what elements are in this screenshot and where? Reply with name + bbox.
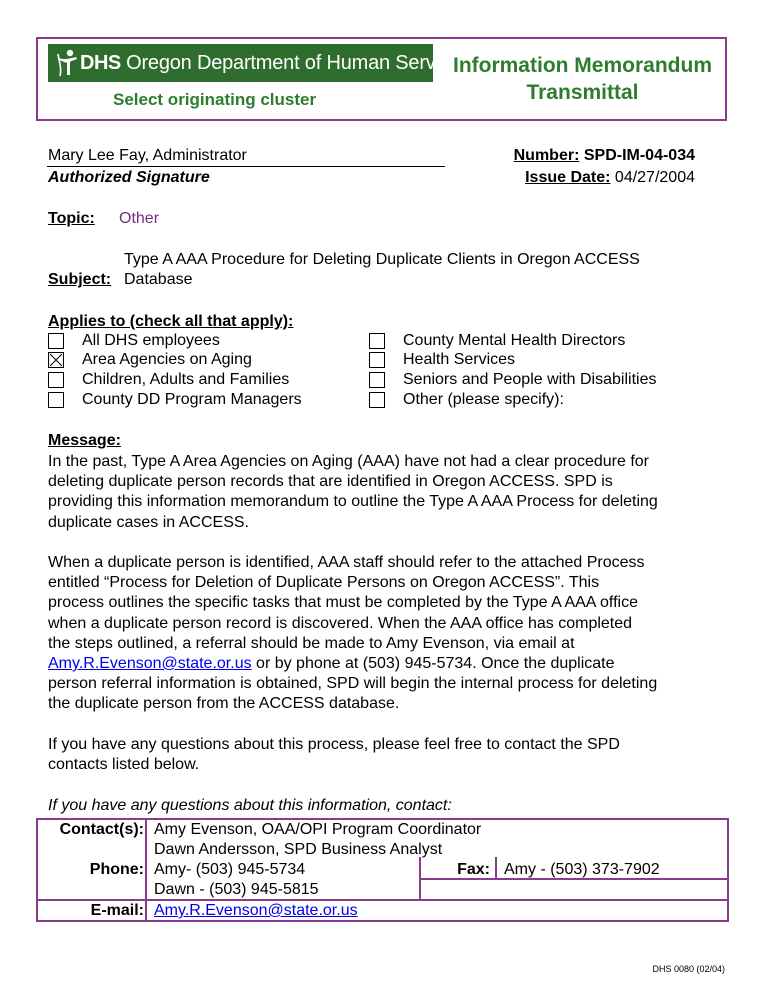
email-label: E-mail: <box>90 902 144 919</box>
contact-2[interactable]: Dawn Andersson, SPD Business Analyst <box>154 841 443 858</box>
fax-divider-right <box>495 857 497 879</box>
subject-line1[interactable]: Type A AAA Procedure for Deleting Duplicate Clients in Oregon ACCESS <box>124 251 640 268</box>
number-label: Number: <box>513 147 580 164</box>
logo-text <box>80 52 470 75</box>
text-line: process outlines the specific tasks that must be completed by the Type A AAA office <box>48 594 638 612</box>
phone-2[interactable]: Dawn - (503) 945-5815 <box>154 881 319 898</box>
checkbox-label: County DD Program Managers <box>82 391 302 408</box>
checkbox-label: Area Agencies on Aging <box>82 351 252 368</box>
topic-label: Topic: <box>48 210 95 227</box>
applies-county-dd[interactable] <box>48 390 302 410</box>
checkbox-label: Health Services <box>403 351 516 368</box>
checkbox-checked[interactable] <box>48 352 64 368</box>
title-line1: Information Memorandum <box>452 54 712 77</box>
applies-seniors[interactable] <box>369 370 656 390</box>
checkbox-label: Other (please specify): <box>403 391 564 408</box>
applies-other[interactable] <box>369 390 564 410</box>
checkbox[interactable] <box>48 392 64 408</box>
checkbox[interactable] <box>48 372 64 388</box>
checkbox-label: All DHS employees <box>82 332 220 349</box>
signature-name[interactable]: Mary Lee Fay, Administrator <box>48 147 247 164</box>
text-line: person referral information is obtained, SPD will begin the internal process for deleting <box>48 675 658 693</box>
email-link[interactable]: Amy.R.Evenson@state.or.us <box>48 655 252 673</box>
contact-divider-vertical <box>145 818 147 922</box>
fax-label: Fax: <box>457 861 490 878</box>
checkbox[interactable] <box>369 333 385 349</box>
applies-health-services[interactable] <box>369 350 515 370</box>
text-line: contacts listed below. <box>48 756 200 774</box>
applies-to-title: Applies to (check all that apply): <box>48 313 294 330</box>
message-paragraph-1 <box>48 452 738 533</box>
subject-line2[interactable]: Database <box>124 271 193 288</box>
checkbox-label: County Mental Health Directors <box>403 332 626 349</box>
text-line: entitled “Process for Deletion of Duplicate Persons on Oregon ACCESS”. This <box>48 574 600 592</box>
signature-line <box>47 166 445 167</box>
applies-children-adults[interactable] <box>48 370 289 390</box>
issue-date <box>470 169 695 187</box>
person-figure-icon <box>56 48 80 78</box>
number-value[interactable]: SPD-IM-04-034 <box>579 147 695 164</box>
checkbox-label: Seniors and People with Disabilities <box>403 371 657 388</box>
text-line: providing this information memorandum to outline the Type A AAA Process for deleting <box>48 493 658 511</box>
email-link[interactable]: Amy.R.Evenson@state.or.us <box>154 902 358 919</box>
issue-date-label: Issue Date: <box>525 169 611 186</box>
originating-cluster-select[interactable]: Select originating cluster <box>113 90 317 109</box>
issue-date-value[interactable]: 04/27/2004 <box>610 169 695 186</box>
message-title: Message: <box>48 432 121 449</box>
text-line: If you have any questions about this process, please feel free to contact the SPD <box>48 736 620 753</box>
text-line: In the past, Type A Area Agencies on Aging (AAA) have not had a clear procedure for <box>48 453 649 470</box>
form-number: DHS 0080 (02/04) <box>652 964 725 974</box>
applies-area-agencies[interactable] <box>48 350 252 370</box>
text-line: deleting duplicate person records that are identified in Oregon ACCESS. SPD is <box>48 473 613 491</box>
memo-number <box>470 147 695 165</box>
fax-value[interactable]: Amy - (503) 373-7902 <box>504 861 660 878</box>
logo-dept-name: Oregon Department of Human Services <box>126 51 471 74</box>
text-line: the steps outlined, a referral should be made to Amy Evenson, via email at <box>48 634 575 652</box>
text-line-with-link <box>48 654 738 674</box>
topic-select[interactable]: Other <box>119 210 160 227</box>
text-line: duplicate cases in ACCESS. <box>48 513 249 531</box>
text-after-link: or by phone at (503) 945-5734. Once the duplicate <box>251 655 615 673</box>
phone-label: Phone: <box>89 861 144 878</box>
message-paragraph-2 <box>48 553 738 715</box>
x-mark-icon <box>49 353 63 367</box>
contact-1[interactable]: Amy Evenson, OAA/OPI Program Coordinator <box>154 821 482 838</box>
checkbox[interactable] <box>369 392 385 408</box>
phone-1[interactable]: Amy- (503) 945-5734 <box>154 861 306 878</box>
subject-label: Subject: <box>48 271 112 288</box>
dhs-logo <box>48 44 471 82</box>
checkbox-label: Children, Adults and Families <box>82 371 290 388</box>
message-paragraph-3 <box>48 735 738 775</box>
contact-label: Contact(s): <box>59 821 144 838</box>
contact-intro: If you have any questions about this information, contact: <box>48 797 452 814</box>
applies-county-mental[interactable] <box>369 331 625 351</box>
title-line2: Transmittal <box>526 81 639 104</box>
page-title <box>440 52 725 106</box>
contact-divider-horizontal <box>36 899 729 901</box>
checkbox[interactable] <box>48 333 64 349</box>
checkbox[interactable] <box>369 372 385 388</box>
text-line: the duplicate person from the ACCESS database. <box>48 695 400 713</box>
checkbox[interactable] <box>369 352 385 368</box>
text-line: when a duplicate person record is discovered. When the AAA office has completed <box>48 614 633 632</box>
logo-abbr: DHS <box>80 51 121 74</box>
signature-label: Authorized Signature <box>48 169 210 186</box>
text-line: When a duplicate person is identified, AAA staff should refer to the attached Process <box>48 554 645 571</box>
applies-all-dhs[interactable] <box>48 331 220 351</box>
